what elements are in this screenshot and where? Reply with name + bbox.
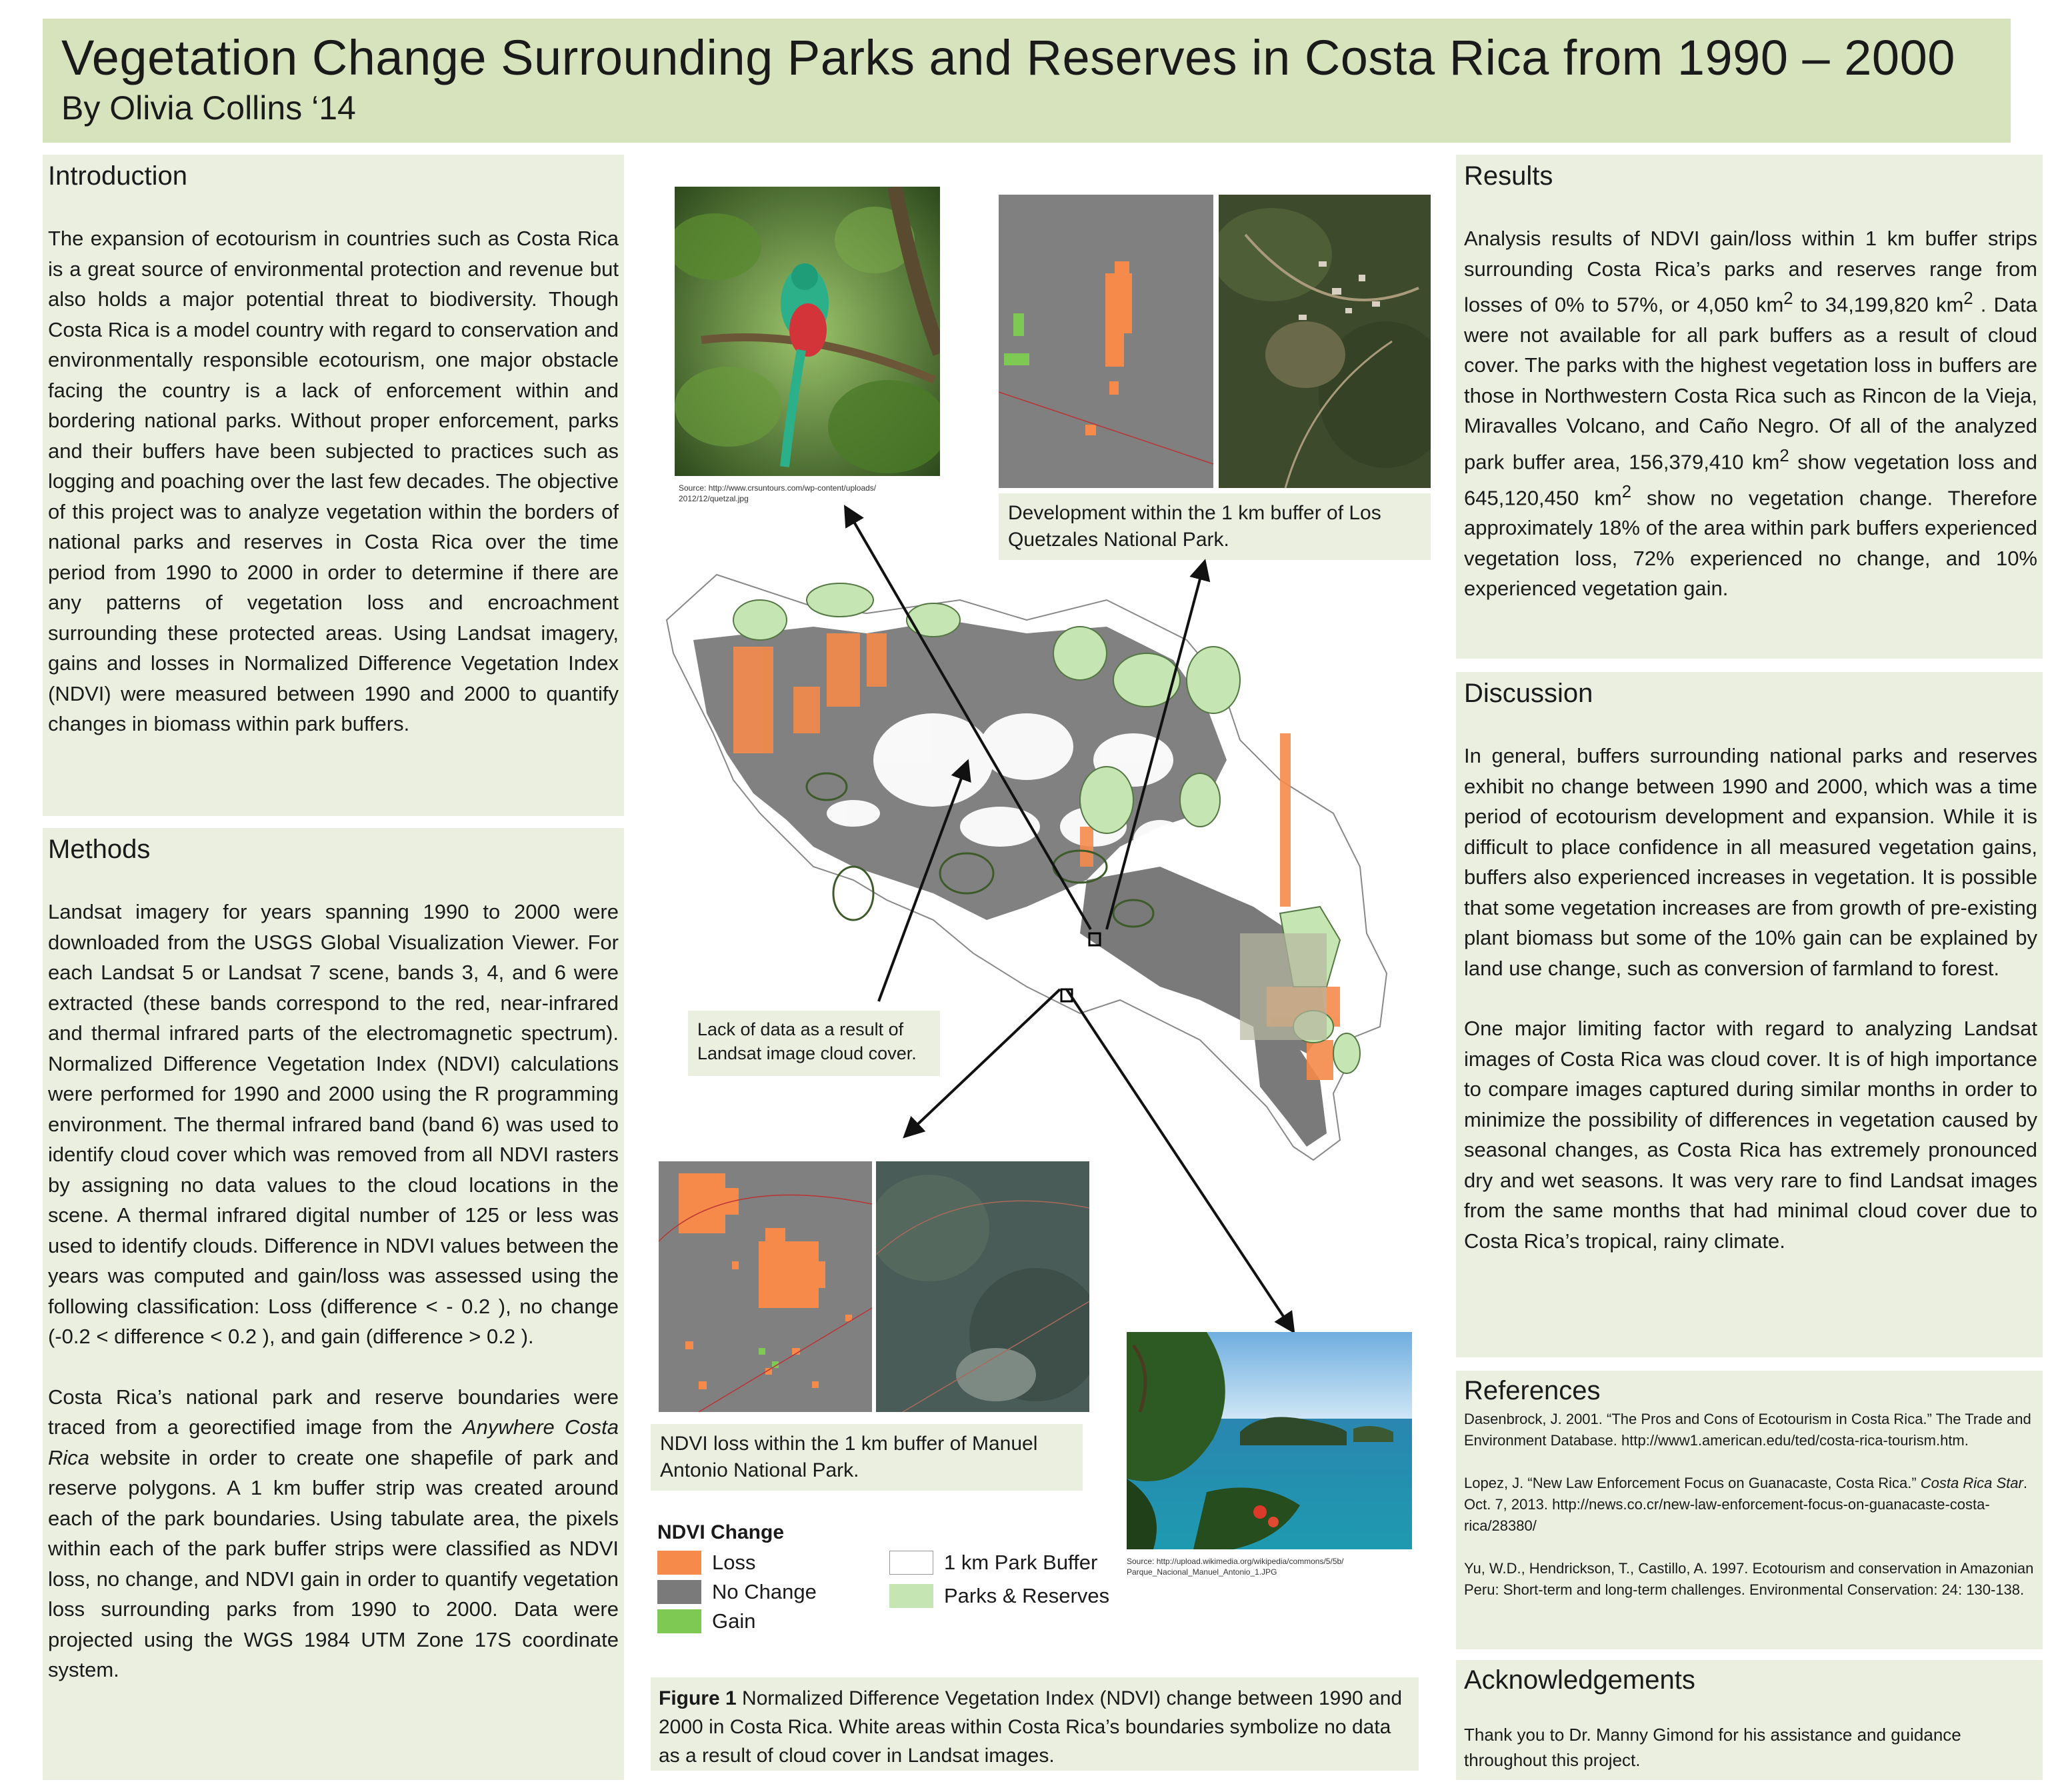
reference-3: Yu, W.D., Hendrickson, T., Castillo, A. 1997. Ecotourism and conservation in Amazonian Peru: Short-term and long-term challenges. Environmental Conservation: 24: 130-138. (1464, 1560, 2034, 1598)
discussion-heading: Discussion (1464, 679, 1593, 708)
legend-item-loss: Loss (657, 1551, 755, 1575)
arrow-to-los-quetzales (1107, 564, 1204, 929)
legend-swatch-buffer (889, 1551, 933, 1575)
arrow-to-quetzal (847, 509, 1091, 929)
manuel-antonio-satellite-inset (876, 1161, 1089, 1412)
methods-paragraph-2: Costa Rica’s national park and reserve boundaries were traced from a georectified image from the Anywhere Costa Rica website in order to create one shapefile of park and reserve polygons. A 1 km buffer strip was created around each of the park boundaries. Using tabulate area, the pixels within each of the park buffer strips were classified as NDVI loss, no change, and NDVI gain in order to quantify vegetation loss surrounding parks from 1990 to 2000. Data were projected using the WGS 1984 UTM Zone 17S coordinate system. (48, 1385, 619, 1681)
legend-item-buffer: 1 km Park Buffer (889, 1551, 1097, 1575)
legend-item-no-change: No Change (657, 1580, 817, 1604)
arrow-to-beach (1067, 989, 1292, 1329)
legend-swatch-gain (657, 1609, 701, 1633)
arrow-to-cloud-area (879, 764, 967, 1001)
cloud-cover-caption: Lack of data as a result of Landsat image cloud cover. (688, 1011, 940, 1076)
figure-1-label: Figure 1 (659, 1687, 737, 1709)
manuel-antonio-caption: NDVI loss within the 1 km buffer of Manuel Antonio National Park. (651, 1424, 1083, 1491)
quetzal-source: Source: http://www.crsuntours.com/wp-content/uploads/ 2012/12/quetzal.jpg (679, 483, 877, 503)
introduction-heading: Introduction (48, 161, 188, 191)
poster-title: Vegetation Change Surrounding Parks and Reserves in Costa Rica from 1990 – 2000 (61, 30, 1955, 85)
reference-1: Dasenbrock, J. 2001. “The Pros and Cons of Ecotourism in Costa Rica.” The Trade and Environment Database. http://www1.american.edu/ted/costa-rica-tourism.htm. (1464, 1411, 2031, 1449)
manuel-antonio-ndvi-inset (659, 1161, 872, 1412)
discussion-paragraph-1: In general, buffers surrounding national parks and reserves exhibit no change between 1990 and 2000, which was a time period of ecotourism development and expansion. While it is difficult to place confidence in all measured vegetation gains, buffers also experienced increases in vegetation. It is possible that some vegetation increases are from growth of pre-existing plant biomass but some of the 10% gain can be explained by land use change, such as conversion of farmland to forest. (1464, 744, 2037, 980)
legend-item-parks: Parks & Reserves (889, 1584, 1109, 1608)
figure-1-caption: Figure 1 Normalized Difference Vegetation Index (NDVI) change between 1990 and 2000 in Costa Rica. White areas within Costa Rica’s boundaries symbolize no data as a result of cloud cover in Landsat images. (651, 1677, 1419, 1771)
beach-source: Source: http://upload.wikimedia.org/wikipedia/commons/5/5b/ Parque_Nacional_Manuel_Antonio_1.JPG (1127, 1557, 1344, 1577)
methods-heading: Methods (48, 835, 151, 864)
references-heading: References (1464, 1376, 1601, 1405)
results-text: Analysis results of NDVI gain/loss within 1 km buffer strips surrounding Costa Rica’s parks and reserves range from losses of 0% to 57%, or 4,050 $km^2$ to 34,199,820 $km^2$ . Data were not available for all park buffers as a result of cloud cover. The parks with the highest vegetation loss in buffers are those in Northwestern Costa Rica such as Rincon de la Vieja, Miravalles Volcano, and Caño Negro. Of all of the analyzed park buffer area, 156,379,410 $km^2$ show vegetation loss and 645,120,450 $km^2$ show no vegetation change. Therefore approximately 18% of the area within park buffers experienced vegetation loss, 72% experienced no change, and 10% experienced vegetation gain. (1464, 227, 2038, 601)
methods-paragraph-1: Landsat imagery for years spanning 1990 to 2000 were downloaded from the USGS Global Visualization Viewer. For each Landsat 5 or Landsat 7 scene, bands 3, 4, and 6 were extracted (these bands correspond to the red, near-infrared and thermal infrared parts of the electromagnetic spectrum). Normalized Difference Vegetation Index (NDVI) calculations were performed for 1990 and 2000 using the R programming environment. The thermal infrared band (band 6) was used to identify cloud cover which was removed from all NDVI rasters by assigning no data values to the cloud locations in the scene. A thermal infrared digital number of 125 or less was used to identify clouds. Difference in NDVI values between the years was computed and gain/loss was assessed using the following classification: Loss (difference < - 0.2 ), no change (-0.2 < difference < 0.2 ), and gain (difference > 0.2 ). (48, 900, 619, 1348)
legend-swatch-parks (889, 1584, 933, 1608)
legend-item-gain: Gain (657, 1609, 755, 1633)
manuel-antonio-beach-photo (1127, 1332, 1412, 1549)
legend-swatch-loss (657, 1551, 701, 1575)
results-heading: Results (1464, 161, 1553, 191)
reference-2: Lopez, J. “New Law Enforcement Focus on Guanacaste, Costa Rica.” Costa Rica Star. Oct. 7, 2013. http://news.co.cr/new-law-enforcement-focus-on-guanacaste-costa-rica/28380/ (1464, 1475, 2027, 1534)
legend-swatch-no-change (657, 1580, 701, 1604)
acknowledgements-heading: Acknowledgements (1464, 1665, 1695, 1695)
discussion-paragraph-2: One major limiting factor with regard to analyzing Landsat images of Costa Rica was cloud cover. It is of high importance to compare images captured during similar months in order to minimize the possibility of differences in vegetation caused by seasonal changes, as Costa Rica has extremely pronounced dry and wet seasons. It was very rare to find Landsat images from the same months that had minimal cloud cover due to Costa Rica’s tropical, rainy climate. (1464, 1017, 2037, 1253)
poster-author: By Olivia Collins ‘14 (61, 89, 356, 127)
legend-title: NDVI Change (657, 1521, 785, 1543)
acknowledgements-text: Thank you to Dr. Manny Gimond for his assistance and guidance throughout this project. (1464, 1725, 1961, 1770)
los-quetzales-caption: Development within the 1 km buffer of Los Quetzales National Park. (999, 493, 1431, 560)
introduction-text: The expansion of ecotourism in countries such as Costa Rica is a great source of environmental protection and revenue but also holds a major potential threat to biodiversity. Though Costa Rica is a model country with regard to conservation and environmentally responsible ecotourism, one major obstacle facing the country is a lack of enforcement within and bordering national parks. Without proper enforcement, parks and their buffers have been subjected to practices such as logging and poaching over the last few decades. The objective of this project was to analyze vegetation within the borders of national parks and reserves in Costa Rica over the time period from 1990 to 2000 in order to determine if there are any patterns of vegetation loss and encroachment surrounding these protected areas. Using Landsat imagery, gains and losses in Normalized Difference Vegetation Index (NDVI) were measured between 1990 and 2000 to quantify changes in biomass within park buffers. (48, 227, 619, 735)
